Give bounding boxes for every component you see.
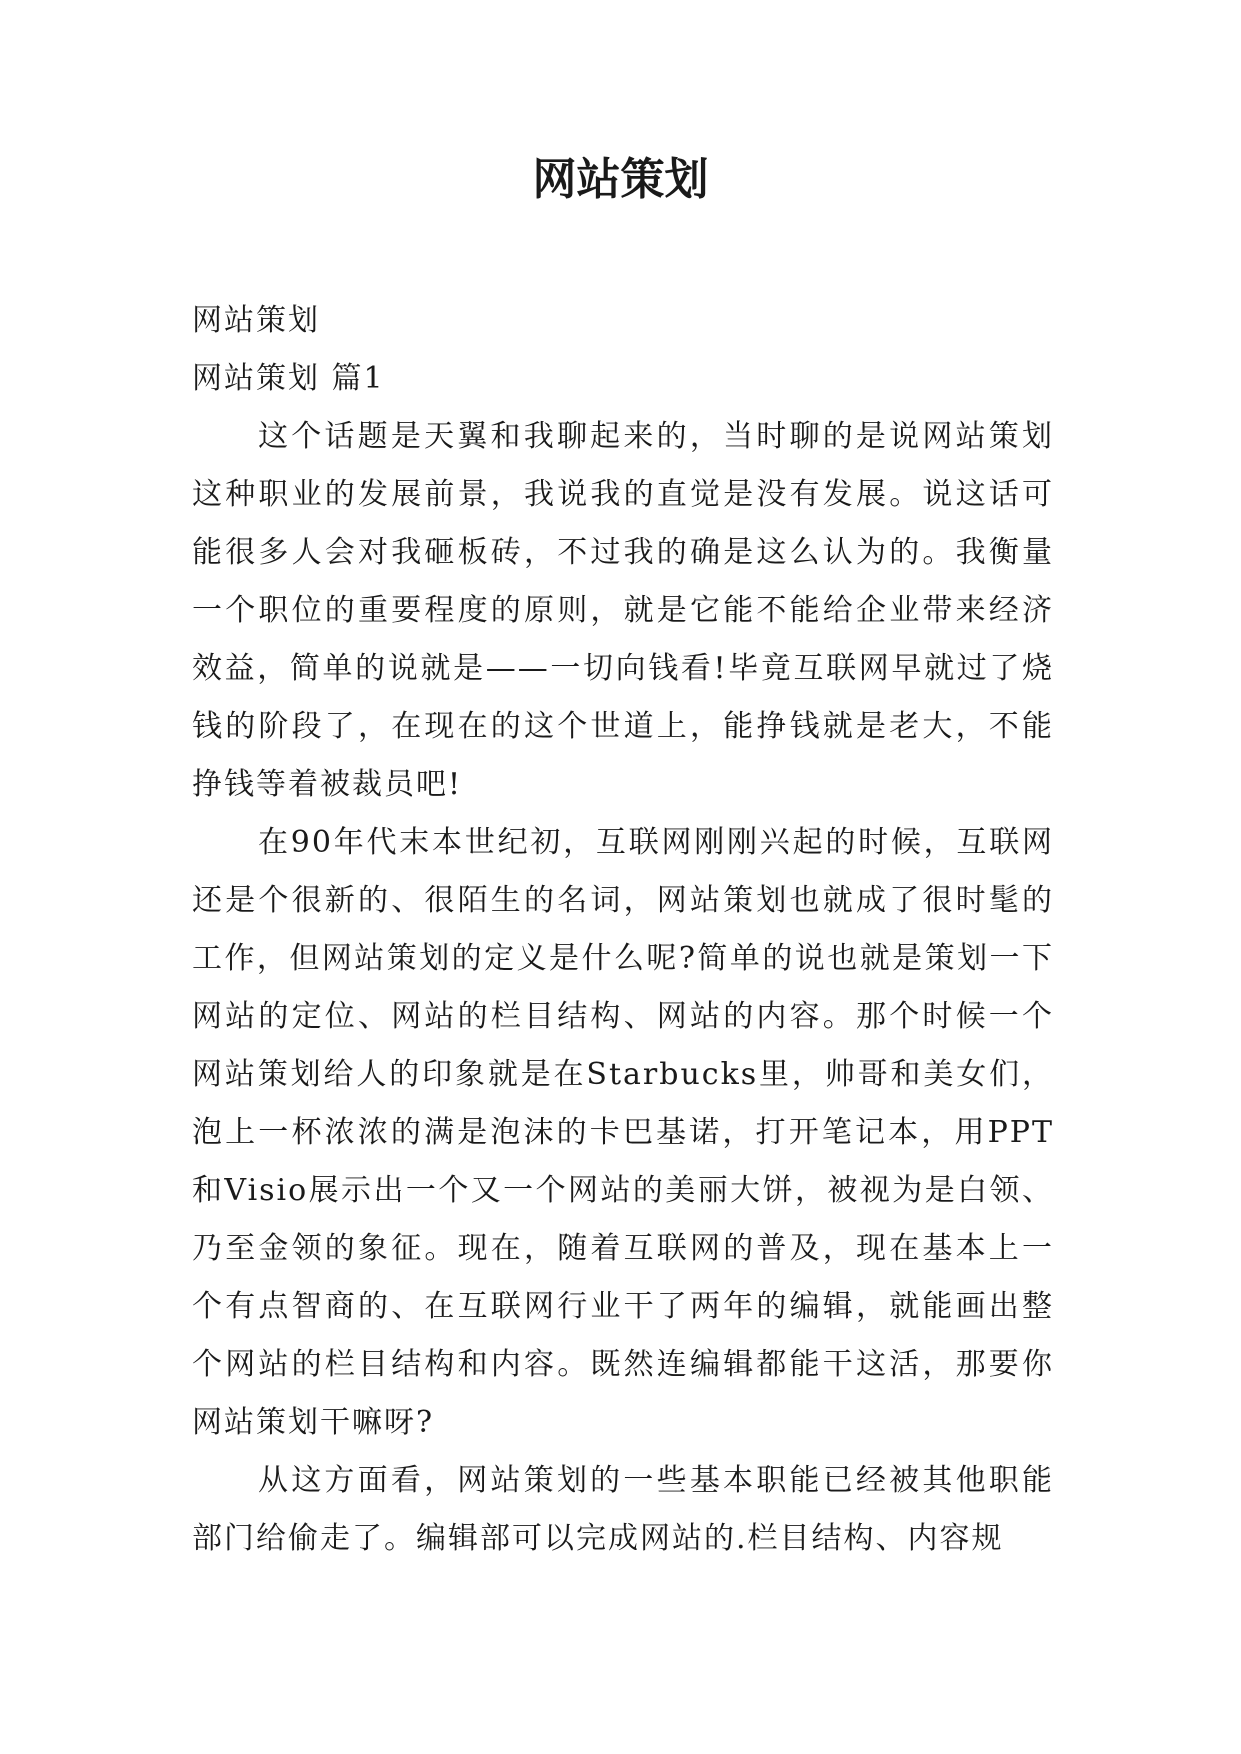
paragraph-2: 在90年代末本世纪初，互联网刚刚兴起的时候，互联网还是个很新的、很陌生的名词，网站策划也就成了很时髦的工作，但网站策划的定义是什么呢?简单的说也就是策划一下网站的定位、网站的栏目结构、网站的内容。那个时候一个网站策划给人的印象就是在Starbucks里，帅哥和美女们，泡上一杯浓浓的满是泡沫的卡巴基诺，打开笔记本，用PPT和Visio展示出一个又一个网站的美丽大饼，被视为是白领、乃至金领的象征。现在，随着互联网的普及，现在基本上一个有点智商的、在互联网行业干了两年的编辑，就能画出整个网站的栏目结构和内容。既然连编辑都能干这活，那要你网站策划干嘛呀? xyxy=(192,825,1054,1440)
document-title: 网站策划 xyxy=(532,154,709,205)
paragraph-3: 从这方面看，网站策划的一些基本职能已经被其他职能部门给偷走了。编辑部可以完成网站的.栏目结构、内容规 xyxy=(192,1463,1054,1556)
section-heading: 网站策划 篇1 xyxy=(192,361,385,396)
document-subtitle: 网站策划 xyxy=(192,303,320,338)
document-body xyxy=(192,292,1054,1568)
paragraph-1: 这个话题是天翼和我聊起来的，当时聊的是说网站策划这种职业的发展前景，我说我的直觉是没有发展。说这话可能很多人会对我砸板砖，不过我的确是这么认为的。我衡量一个职位的重要程度的原则，就是它能不能给企业带来经济效益，简单的说就是——一切向钱看!毕竟互联网早就过了烧钱的阶段了，在现在的这个世道上，能挣钱就是老大，不能挣钱等着被裁员吧! xyxy=(192,419,1054,802)
